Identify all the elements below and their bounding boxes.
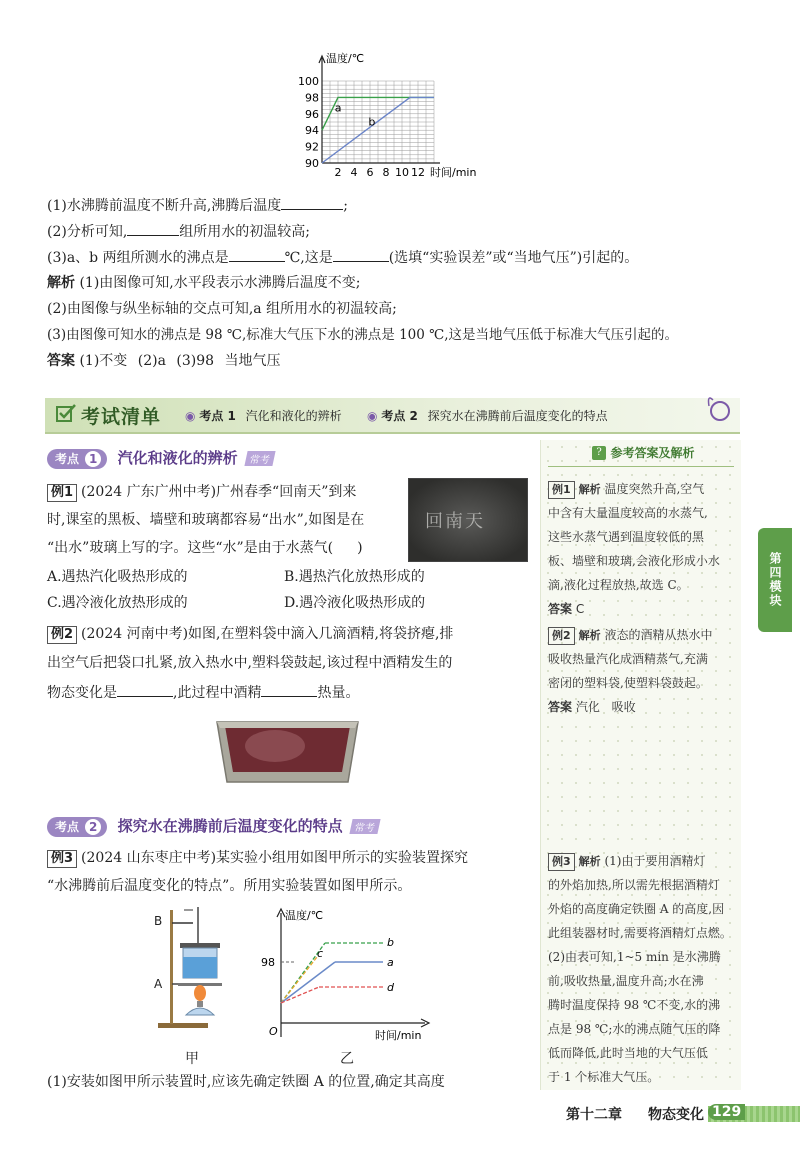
side-ex3-l9 [548, 1042, 708, 1065]
ex3-last-line [47, 1072, 445, 1092]
sidebar-header-text: 参考答案及解析 [610, 446, 695, 460]
side-jiexi-label: 解析 [578, 629, 601, 642]
side-text: 滴,液化过程放热,故选 C。 [548, 578, 689, 592]
option-a: A.遇热汽化吸热形成的 [47, 569, 188, 585]
series-label-b: b [368, 115, 376, 129]
y-axis-label: 温度/℃ [326, 52, 365, 65]
key-icon: ? [592, 446, 606, 460]
side-ex3-tag: 例3 [548, 853, 575, 871]
ex1-opt-a[interactable] [47, 567, 188, 587]
side-ex3-l6 [548, 970, 704, 993]
side-ex3-l5 [548, 946, 721, 969]
ex3-text: (2024 山东枣庄中考)某实验小组用如图甲所示的实验装置探究 [81, 850, 469, 866]
frequent-badge: 常考 [350, 819, 381, 834]
module-tab[interactable] [758, 528, 792, 632]
side-text: 密闭的塑料袋,使塑料袋鼓起。 [548, 676, 708, 690]
series-label-a: a [334, 101, 342, 115]
checkbox-icon [55, 402, 77, 424]
kp1-text: 汽化和液化的辨析 [245, 409, 342, 423]
q1-text: (选填“实验误差”或“当地气压”)引起的。 [388, 250, 639, 266]
yi-tick-98: 98 [261, 956, 275, 969]
side-ex2-l1 [548, 624, 713, 647]
yi-xlabel: 时间/min [375, 1029, 422, 1042]
y-tick-label: 96 [305, 107, 319, 121]
footer [560, 1102, 800, 1126]
side-text: 点是 98 ℃;水的沸点随气压的降 [548, 1022, 721, 1036]
jiexi-text: (1)由图像可知,水平段表示水沸腾后温度不变; [79, 275, 361, 291]
side-ex1-l5 [548, 574, 689, 597]
ex1-text: 时,课室的黑板、墙壁和玻璃都容易“出水”,如图是在 [47, 512, 365, 528]
banner-kp1[interactable] [185, 407, 342, 424]
y-tick-label: 100 [298, 75, 319, 88]
q1-line2 [47, 221, 310, 242]
answer-blank[interactable] [281, 195, 343, 210]
kp2-dot-icon: ◉ [367, 409, 378, 423]
pill-label: 考点 [55, 452, 80, 466]
side-text: 这些水蒸气遇到温度较低的黑 [548, 530, 705, 544]
yi-label-b: b [387, 936, 394, 949]
side-ex2-l3 [548, 672, 708, 695]
side-text: 腾时温度保持 98 ℃不变,水的沸 [548, 998, 721, 1012]
ex1-photo-text: 回南天 [425, 511, 485, 532]
q1-text: 组所用水的初温较高; [179, 224, 310, 240]
ex2-photo [215, 716, 360, 786]
x-axis-label: 时间/min [430, 166, 477, 179]
ex2-line3 [47, 682, 359, 703]
pill-number: 2 [85, 819, 101, 835]
side-text: 温度突然升高,空气 [604, 482, 705, 496]
side-jiexi-label: 解析 [578, 855, 601, 868]
side-text: (2)由表可知,1~5 min 是水沸腾 [548, 950, 721, 964]
exam-list-banner [45, 398, 740, 434]
top-chart [295, 50, 495, 185]
ex3-line2 [47, 876, 411, 896]
y-tick-label: 98 [305, 91, 319, 105]
ex1-line3 [47, 538, 363, 558]
ex2-text: 物态变化是 [47, 685, 117, 701]
side-text: 前,吸收热量,温度升高;水在沸 [548, 974, 704, 988]
ex1-text: ) [357, 540, 363, 556]
caption-jia: 甲 [185, 1051, 199, 1067]
ex3-tag: 例3 [47, 850, 77, 868]
ex1-text: “出水”玻璃上写的字。这些“水”是由于水蒸气( [47, 540, 334, 556]
side-text: 吸收热量汽化成酒精蒸气,充满 [548, 652, 708, 666]
ex2-line2 [47, 653, 452, 673]
graph-yi-svg [255, 905, 445, 1045]
sidebar-header [548, 444, 734, 467]
ex1-tag: 例1 [47, 484, 77, 502]
x-tick-label: 12 [411, 166, 425, 179]
ex2-text: 热量。 [317, 685, 360, 701]
top-chart-svg [295, 50, 495, 185]
side-ex3-l7 [548, 994, 720, 1017]
x-tick-label: 10 [395, 166, 409, 179]
footer-chapter: 第十二章 [566, 1107, 622, 1123]
q1-text: (1)水沸腾前温度不断升高,沸腾后温度 [47, 198, 282, 214]
x-tick-label: 2 [334, 166, 342, 179]
y-tick-label: 94 [305, 124, 319, 138]
jiexi-line3 [47, 325, 678, 345]
yi-label-c: c [317, 947, 324, 960]
label-A: A [154, 977, 163, 991]
jiexi-text: (2)由图像与纵坐标轴的交点可知,a 组所用水的初温较高; [47, 301, 397, 317]
side-answer-label: 答案 [548, 700, 573, 714]
side-text: 板、墙壁和玻璃,会液化形成小水 [548, 554, 720, 568]
side-ex3-l10 [548, 1066, 659, 1089]
side-ex3-l2 [548, 874, 720, 897]
banner-title: 考试清单 [81, 406, 162, 428]
side-answer: C [575, 602, 585, 616]
section-pill [47, 449, 107, 469]
kp1-label: 考点 1 [199, 409, 236, 423]
section-title: 汽化和液化的辨析 [117, 449, 238, 467]
answer-blank[interactable] [261, 682, 317, 697]
side-ex3-l3 [548, 898, 724, 921]
answer-blank[interactable] [117, 682, 173, 697]
section-2-heading [47, 815, 379, 837]
jiexi-line1 [47, 273, 360, 293]
answer-text: (1)不变 (2)a (3)98 当地气压 [79, 353, 281, 369]
section-title: 探究水在沸腾前后温度变化的特点 [117, 817, 343, 835]
side-ex1-l4 [548, 550, 720, 573]
kp2-label: 考点 2 [381, 409, 418, 423]
option-d: D.遇冷液化吸热形成的 [284, 595, 426, 611]
yi-label-a: a [387, 956, 394, 969]
ex2-text: ,此过程中酒精 [173, 685, 262, 701]
apparatus-figure [148, 905, 248, 1030]
ex3-line1 [47, 848, 468, 868]
ex1-photo [408, 478, 528, 562]
answer-blank[interactable] [333, 247, 389, 262]
side-text: 低而降低,此时当地的大气压低 [548, 1046, 708, 1060]
yi-ylabel: 温度/℃ [285, 909, 324, 922]
q1-line1 [47, 195, 348, 216]
side-ex2-ans [548, 696, 636, 719]
pill-label: 考点 [55, 820, 80, 834]
side-ex1-ans [548, 598, 584, 621]
x-tick-label: 8 [382, 166, 390, 179]
label-B: B [154, 914, 163, 928]
side-text: (1)由于要用酒精灯 [604, 854, 706, 868]
side-text: 此组装器材时,需要将酒精灯点燃。 [548, 926, 732, 940]
jiexi-line2 [47, 299, 397, 319]
q1-text: (2)分析可知, [47, 224, 128, 240]
q1-line3 [47, 247, 638, 268]
answer-label: 答案 [47, 353, 75, 369]
side-answer-label: 答案 [548, 602, 573, 616]
yi-label-d: d [387, 981, 394, 994]
section-1-heading [47, 447, 274, 469]
answer-line [47, 351, 280, 371]
side-ex1-l3 [548, 526, 704, 549]
ex2-tag: 例2 [47, 626, 77, 644]
y-tick-label: 90 [305, 157, 319, 170]
ex3-text: “水沸腾前后温度变化的特点”。所用实验装置如图甲所示。 [47, 878, 412, 894]
y-tick-label: 92 [305, 140, 319, 154]
ex1-line1 [47, 482, 356, 502]
side-ex3-l4 [548, 922, 732, 945]
side-text: 于 1 个标准大气压。 [548, 1070, 660, 1084]
side-ex3-l8 [548, 1018, 720, 1041]
graph-yi [255, 905, 445, 1045]
side-text: 中含有大量温度较高的水蒸气, [548, 506, 708, 520]
page-number: 129 [708, 1104, 745, 1120]
side-ex1-l1 [548, 478, 704, 501]
mouse-decoration-icon [705, 396, 735, 430]
ex1-opt-b[interactable] [284, 567, 425, 587]
option-b: B.遇热汽化放热形成的 [284, 569, 425, 585]
ex1-text: (2024 广东广州中考)广州春季“回南天”到来 [81, 484, 357, 500]
option-c: C.遇冷液化放热形成的 [47, 595, 188, 611]
q1-text: (3)a、b 两组所测水的沸点是 [47, 250, 229, 266]
module-tab-text: 第四模块 [768, 552, 782, 608]
side-ex1-l2 [548, 502, 708, 525]
answer-blank[interactable] [127, 221, 179, 236]
yi-origin: O [269, 1025, 278, 1038]
banner-kp2[interactable] [367, 407, 608, 424]
side-answer: 汽化 吸收 [575, 700, 636, 714]
caption-yi: 乙 [340, 1051, 354, 1067]
side-text: 液态的酒精从热水中 [604, 628, 713, 642]
side-ex1-tag: 例1 [548, 481, 575, 499]
q1-text: ℃,这是 [284, 250, 333, 266]
kp1-dot-icon: ◉ [185, 409, 196, 423]
section-pill [47, 817, 107, 837]
ex1-opt-d[interactable] [284, 593, 425, 613]
side-text: 的外焰加热,所以需先根据酒精灯 [548, 878, 720, 892]
footer-name: 物态变化 [648, 1107, 704, 1123]
frequent-badge: 常考 [245, 451, 276, 466]
ex1-opt-c[interactable] [47, 593, 188, 613]
side-jiexi-label: 解析 [578, 483, 601, 496]
x-tick-label: 4 [350, 166, 358, 179]
ex3-text: (1)安装如图甲所示装置时,应该先确定铁圈 A 的位置,确定其高度 [47, 1074, 445, 1090]
ex2-text: (2024 河南中考)如图,在塑料袋中滴入几滴酒精,将袋挤瘪,排 [81, 626, 454, 642]
answer-blank[interactable] [229, 247, 285, 262]
pill-number: 1 [85, 451, 101, 467]
jiexi-text: (3)由图像可知水的沸点是 98 ℃,标准大气压下水的沸点是 100 ℃,这是当地气压低于标准大气压引起的。 [47, 327, 679, 343]
side-text: 外焰的高度确定铁圈 A 的高度,因 [548, 902, 725, 916]
ex1-line2 [47, 510, 364, 530]
kp2-text: 探究水在沸腾前后温度变化的特点 [427, 409, 608, 423]
ex2-text: 出空气后把袋口扎紧,放入热水中,塑料袋鼓起,该过程中酒精发生的 [47, 655, 453, 671]
side-ex2-l2 [548, 648, 708, 671]
jiexi-label: 解析 [47, 275, 75, 291]
q1-text: ; [343, 198, 348, 214]
ex2-line1 [47, 624, 453, 644]
side-ex2-tag: 例2 [548, 627, 575, 645]
side-ex3-l1 [548, 850, 705, 873]
x-tick-label: 6 [366, 166, 374, 179]
